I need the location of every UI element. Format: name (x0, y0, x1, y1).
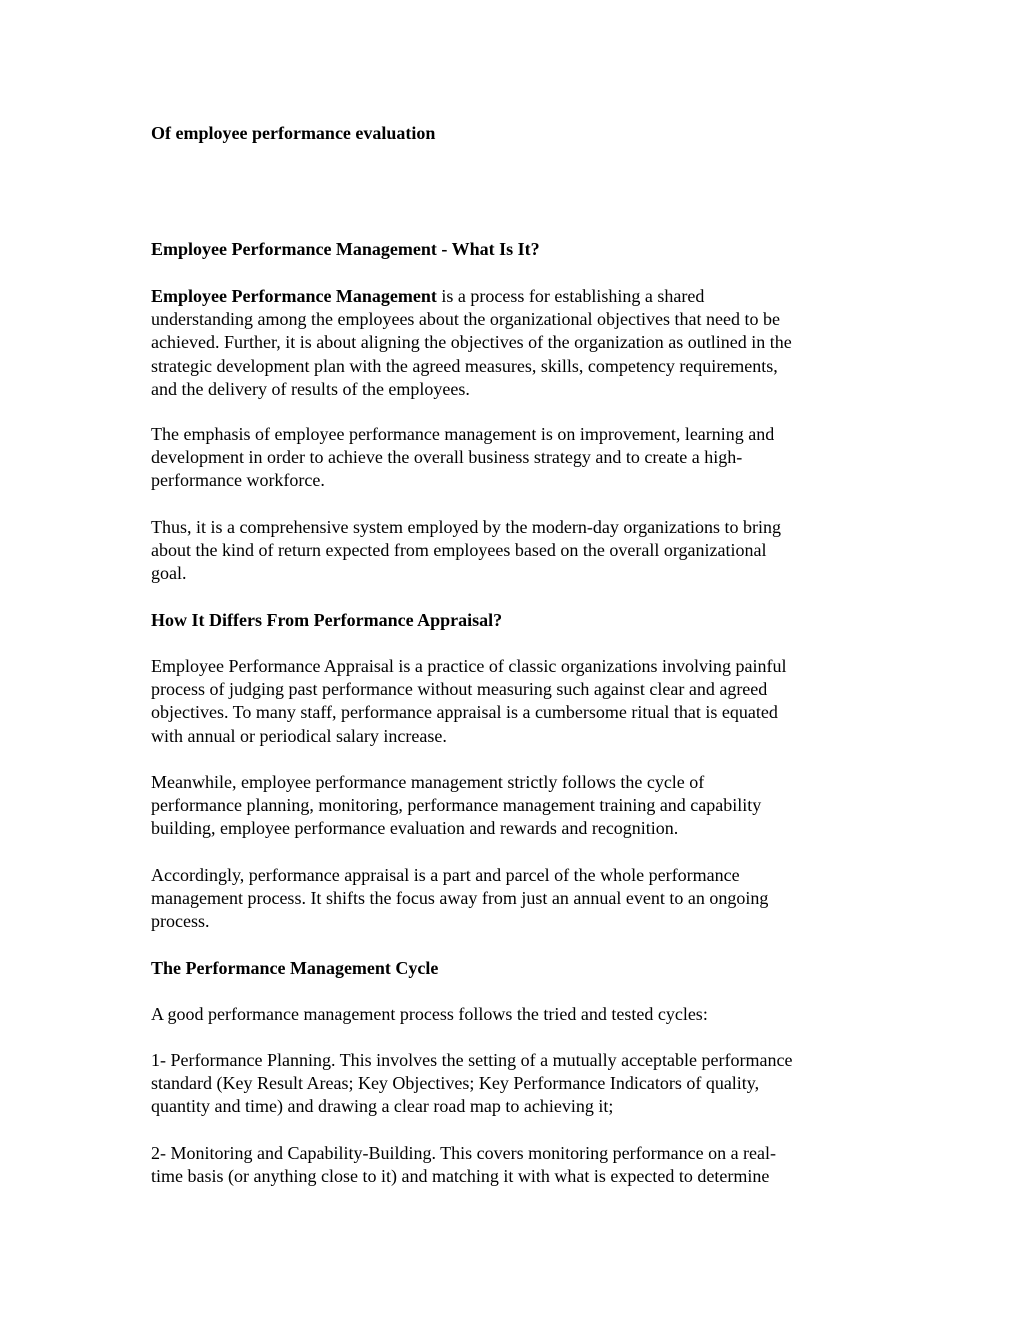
heading-cycle: The Performance Management Cycle (151, 958, 439, 978)
list-item-monitoring: 2- Monitoring and Capability-Building. This covers monitoring performance on a real- time basis (or anything close to it) and matching it with what is expected to determine (151, 1143, 777, 1187)
paragraph-emphasis: The emphasis of employee performance management is on improvement, learning and development in order to achieve the overall business strategy and to create a high- performance workforce. (151, 424, 775, 491)
heading-what-is-it: Employee Performance Management - What Is It? (151, 239, 540, 259)
paragraph-accordingly: Accordingly, performance appraisal is a part and parcel of the whole performance management process. It shifts the focus away from just an annual event to an ongoing process. (151, 865, 769, 932)
paragraph-cycle-intro: A good performance management process follows the tried and tested cycles: (151, 1004, 708, 1024)
heading-differs: How It Differs From Performance Appraisal? (151, 610, 503, 630)
paragraph-meanwhile: Meanwhile, employee performance management strictly follows the cycle of performance planning, monitoring, performance management training and capability building, employee performance evaluation and rewards and recognition. (151, 772, 762, 839)
list-item-performance-planning: 1- Performance Planning. This involves the setting of a mutually acceptable performance standard (Key Result Areas; Key Objectives; Key Performance Indicators of quality, quantity and time) and drawing a clear road map to achieving it; (151, 1050, 793, 1117)
term-bold: Employee Performance Management (151, 286, 437, 306)
paragraph-system: Thus, it is a comprehensive system employed by the modern-day organizations to bring about the kind of return expected from employees based on the overall organizational goal. (151, 517, 782, 584)
paragraph-definition: Employee Performance Management is a process for establishing a shared understanding among the employees about the organizational objectives that need to be achieved. Further, it is about aligning the objectives of the organization as outlined in the strategic development plan with the agreed measures, skills, competency requirements, and the delivery of results of the employees. (151, 286, 792, 399)
document-title: Of employee performance evaluation (151, 123, 436, 143)
paragraph-appraisal: Employee Performance Appraisal is a practice of classic organizations involving painful process of judging past performance without measuring such against clear and agreed objectives. To many staff, performance appraisal is a cumbersome ritual that is equated with annual or periodical salary increase. (151, 656, 787, 746)
